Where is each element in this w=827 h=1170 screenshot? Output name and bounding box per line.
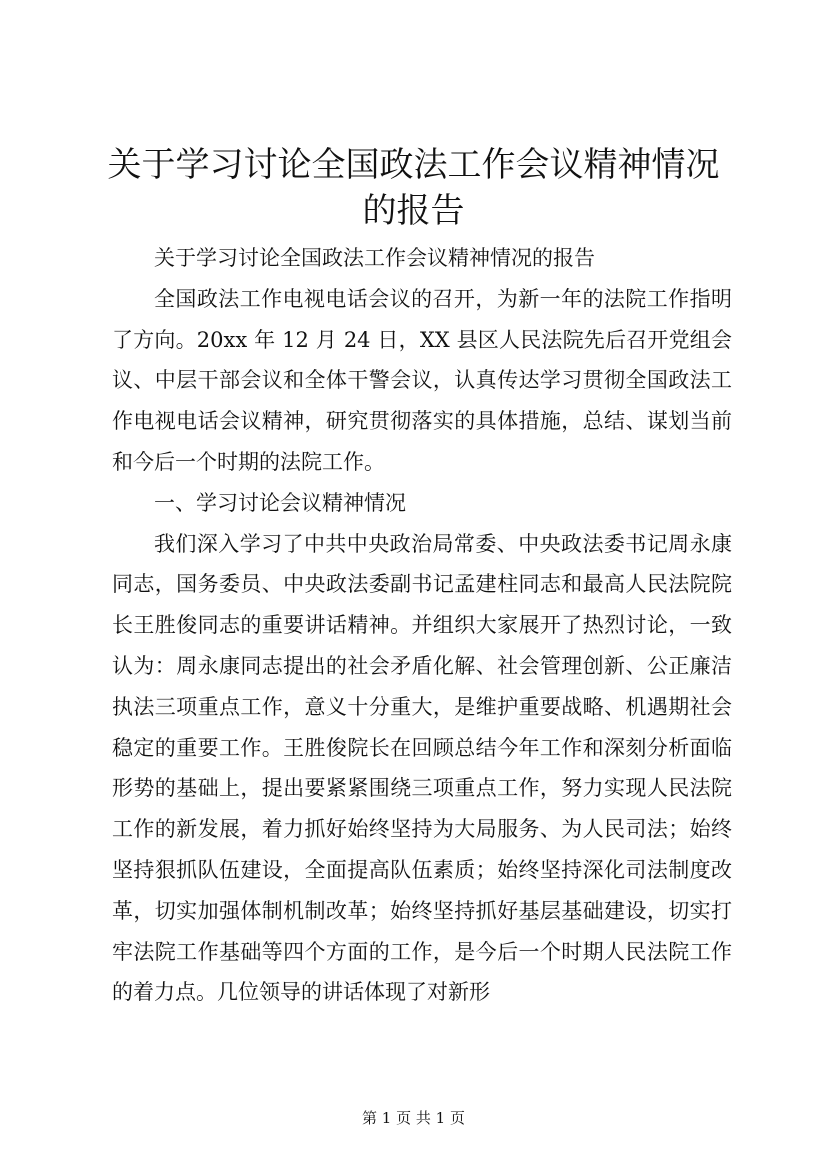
subtitle-paragraph: 关于学习讨论全国政法工作会议精神情况的报告 bbox=[154, 246, 595, 270]
document-body bbox=[112, 238, 732, 1013]
page-number-label: 第 1 页 共 1 页 bbox=[362, 1109, 465, 1127]
body-paragraph: 我们深入学习了中共中央政治局常委、中央政法委书记周永康同志，国务委员、中央政法委副书记孟建柱同志和最高人民法院院长王胜俊同志的重要讲话精神。并组织大家展开了热烈讨论，一致认为：周永康同志提出的社会矛盾化解、社会管理创新、公正廉洁执法三项重点工作，意义十分重大，是维护重要战略、机遇期社会稳定的重要工作。王胜俊院长在回顾总结今年工作和深刻分析面临形势的基础上，提出要紧紧围绕三项重点工作，努力实现人民法院工作的新发展，着力抓好始终坚持为大局服务、为人民司法；始终坚持狠抓队伍建设，全面提高队伍素质；始终坚持深化司法制度改革，切实加强体制机制改革；始终坚持抓好基层基础建设，切实打牢法院工作基础等四个方面的工作，是今后一个时期人民法院工作的着力点。几位领导的讲话体现了对新形 bbox=[112, 531, 732, 1005]
intro-paragraph: 全国政法工作电视电话会议的召开，为新一年的法院工作指明了方向。20xx 年 12 月 24 日，XX 县区人民法院先后召开党组会议、中层干部会议和全体干警会议，认真传达学习贯彻全国政法工作电视电话会议精神，研究贯彻落实的具体措施，总结、谋划当前和今后一个时期的法院工作。 bbox=[112, 286, 732, 474]
page-footer bbox=[0, 1108, 827, 1128]
section-heading: 一、学习讨论会议精神情况 bbox=[154, 490, 406, 515]
document-title: 关于学习讨论全国政法工作会议精神情况的报告 bbox=[107, 145, 720, 231]
